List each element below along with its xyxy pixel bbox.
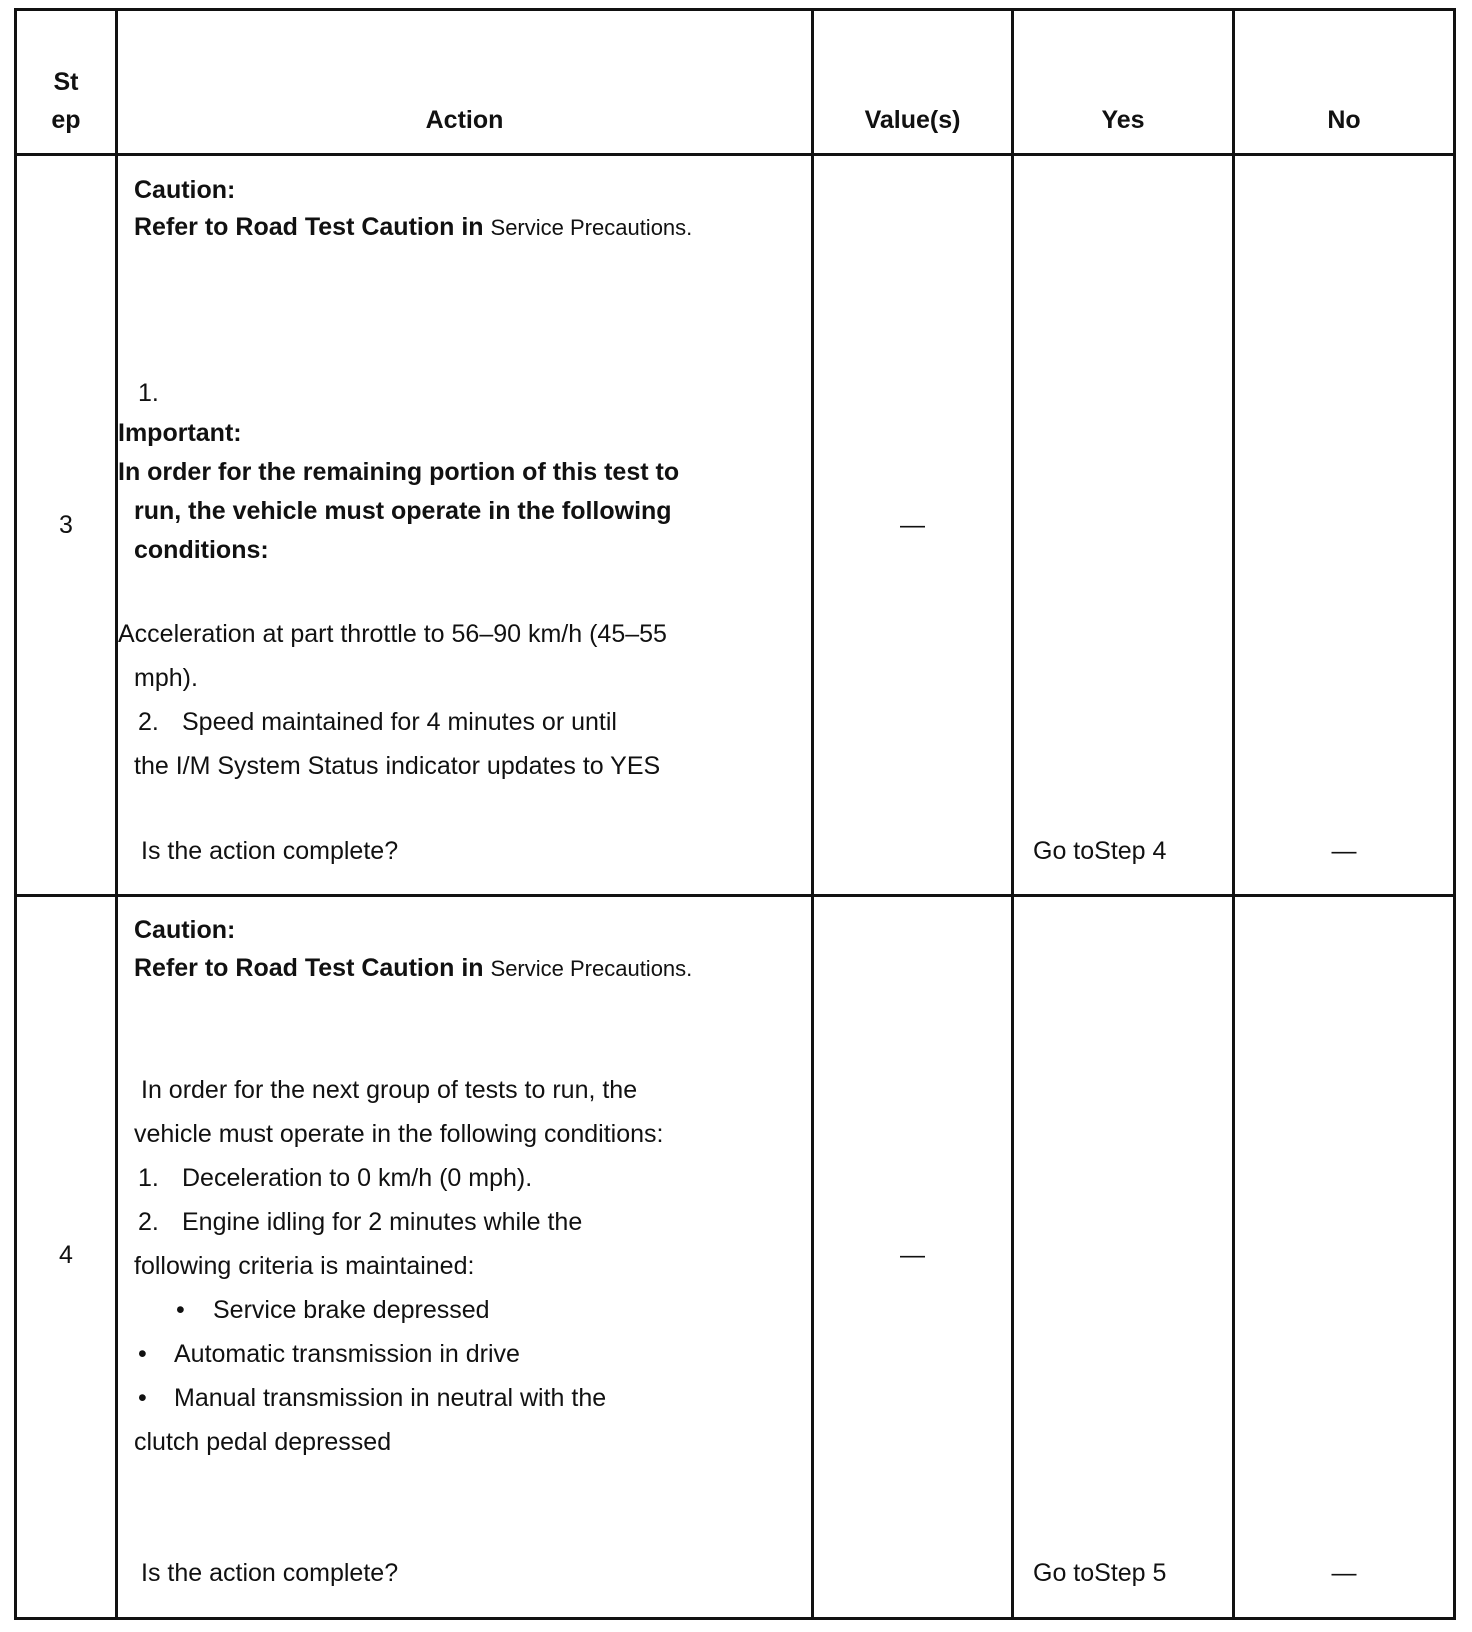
table-border-right	[1453, 8, 1456, 1620]
column-divider	[1232, 8, 1235, 1620]
list-item-text: following criteria is maintained:	[134, 1252, 475, 1280]
bullet-item-text: Service brake depressed	[213, 1296, 490, 1324]
bullet-icon: •	[176, 1296, 185, 1324]
caution-text	[134, 215, 692, 240]
caution-label: Caution:	[134, 916, 236, 944]
list-item-text: the I/M System Status indicator updates to YES	[134, 752, 661, 780]
caution-text-main: Refer to Road Test Caution in	[134, 954, 484, 982]
step-number: 3	[59, 511, 73, 539]
question-text: Is the action complete?	[141, 1559, 399, 1587]
column-divider	[1011, 8, 1014, 1620]
list-item-text: Engine idling for 2 minutes while the	[182, 1208, 583, 1236]
list-item-text: Speed maintained for 4 minutes or until	[182, 708, 617, 736]
header-divider	[14, 153, 1456, 156]
bullet-item-text: Automatic transmission in drive	[174, 1340, 520, 1368]
go-to-step-5-link[interactable]: Go toStep 5	[1033, 1559, 1167, 1587]
list-number: 2.	[138, 1208, 159, 1236]
table-border-top	[14, 8, 1456, 11]
important-text-line: In order for the remaining portion of this test to	[118, 458, 680, 486]
header-step-line1: St	[53, 68, 79, 96]
go-to-step-4-link[interactable]: Go toStep 4	[1033, 837, 1167, 865]
caution-text-main: Refer to Road Test Caution in	[134, 213, 484, 241]
bullet-icon: •	[138, 1384, 147, 1412]
value-cell: —	[900, 511, 925, 539]
header-action: Action	[425, 106, 504, 134]
value-cell: —	[900, 1241, 925, 1269]
header-values: Value(s)	[864, 106, 961, 134]
list-number: 2.	[138, 708, 159, 736]
row-divider	[14, 894, 1456, 897]
list-number: 1.	[138, 1164, 159, 1192]
table-border-left	[14, 8, 17, 1620]
service-precautions-link[interactable]: Service Precautions.	[490, 956, 693, 981]
important-text-line: conditions:	[134, 536, 269, 564]
no-cell: —	[1331, 1559, 1357, 1587]
table-border-bottom	[14, 1617, 1456, 1620]
service-precautions-link[interactable]: Service Precautions.	[490, 215, 693, 240]
intro-text-line: vehicle must operate in the following conditions:	[134, 1120, 664, 1148]
bullet-item-text: clutch pedal depressed	[134, 1428, 392, 1456]
diagnostic-table	[14, 8, 1456, 1620]
condition-text-line: mph).	[134, 664, 198, 692]
list-item-text: Deceleration to 0 km/h (0 mph).	[182, 1164, 533, 1192]
column-divider	[115, 8, 118, 1620]
step-number: 4	[59, 1241, 73, 1269]
bullet-item-text: Manual transmission in neutral with the	[174, 1384, 607, 1412]
intro-text-line: In order for the next group of tests to run, the	[141, 1076, 638, 1104]
caution-label: Caution:	[134, 176, 236, 204]
important-text-line: run, the vehicle must operate in the following	[134, 497, 672, 525]
bullet-icon: •	[138, 1340, 147, 1368]
header-step-line2: ep	[51, 106, 81, 134]
header-yes: Yes	[1101, 106, 1145, 134]
column-divider	[811, 8, 814, 1620]
question-text: Is the action complete?	[141, 837, 399, 865]
important-label: Important:	[118, 419, 242, 447]
no-cell: —	[1331, 837, 1357, 865]
condition-text-line: Acceleration at part throttle to 56–90 km/h (45–55	[118, 620, 667, 648]
header-no: No	[1327, 106, 1361, 134]
list-number: 1.	[138, 379, 159, 407]
caution-text	[134, 956, 692, 981]
